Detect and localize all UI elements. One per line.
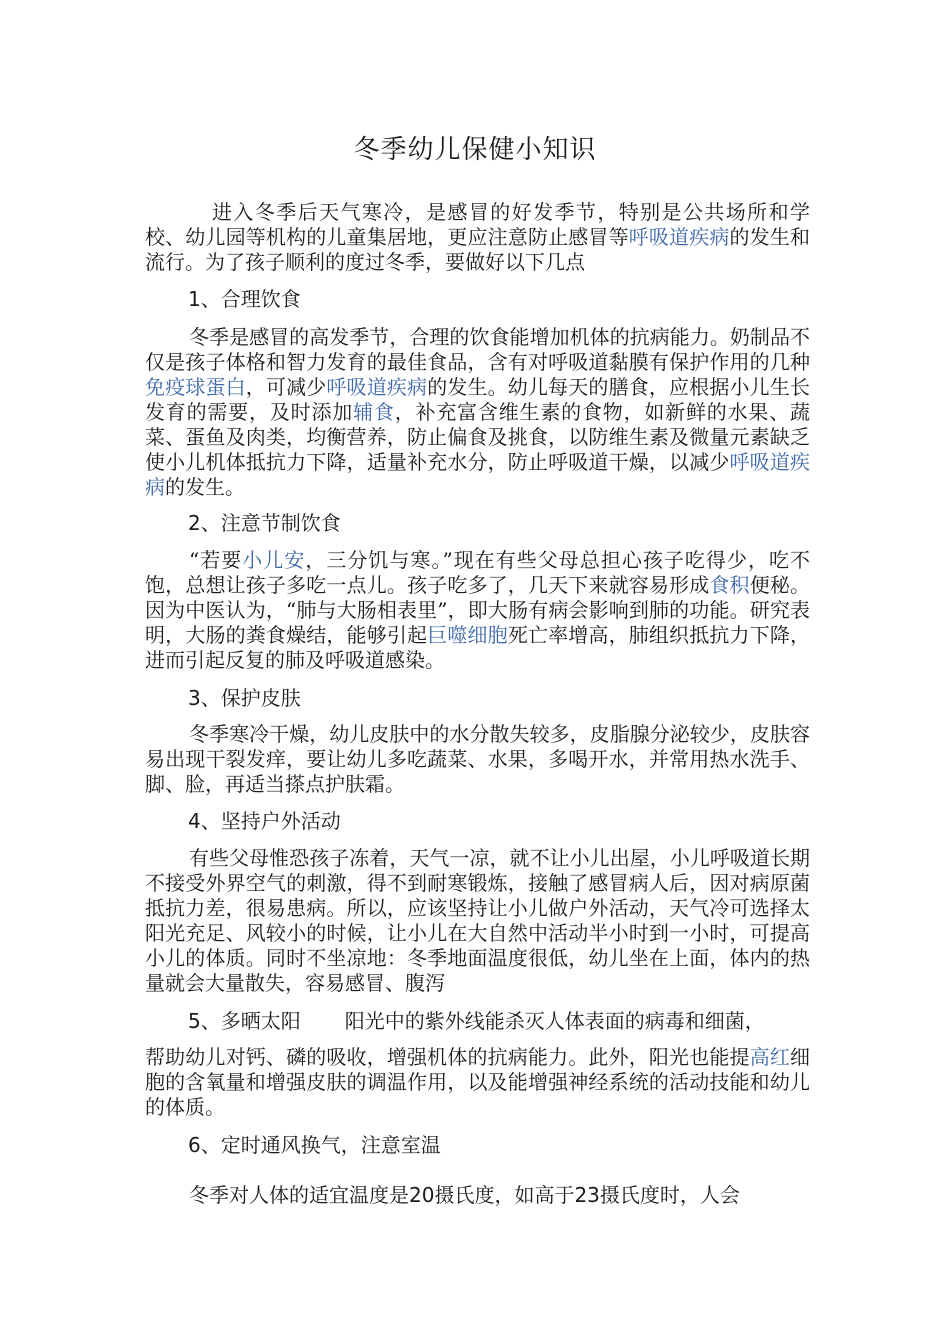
s3-text-1: 冬季寒冷干燥，幼儿皮肤中的水分散失较多，皮脂腺分泌较少，皮肤容易出现干裂发痒，要让幼儿多吃蔬菜、水果，多喝开水，并常用热水洗手、脚、脸，再适当搽点护肤霜。 — [145, 722, 810, 796]
section-5-heading-line — [188, 1009, 828, 1034]
s1-text-4: ，补充富含维生素的食物，如新鲜的水果、蔬菜、蛋鱼及肉类，均衡营养，防止偏食及挑食，以防维生素及微量元素缺乏使小儿机体抵抗力下降，适量补充水分，防止呼吸道干燥，以减少 — [145, 400, 811, 474]
section-3-heading: 3、保护皮肤 — [188, 686, 301, 710]
section-3-paragraph — [145, 722, 810, 797]
section-5-inline-text: 阳光中的紫外线能杀灭人体表面的病毒和细菌， — [344, 1009, 765, 1033]
intro-link-respiratory-disease[interactable]: 呼吸道疾病 — [628, 225, 730, 249]
section-6-heading: 6、定时通风换气，注意室温 — [188, 1133, 441, 1157]
s6-text-1: 冬季对人体的适宜温度是 — [189, 1183, 409, 1207]
s4-text-1: 有些父母惟恐孩子冻着，天气一凉，就不让小儿出屋，小儿呼吸道长期不接受外界空气的刺激，得不到耐寒锻炼，接触了感冒病人后，因对病原菌抵抗力差，很易患病。所以，应该坚持让小儿做户外活动，天气冷可选择太阳光充足、风较小的时候，让小儿在大自然中活动半小时到一小时，可提高小儿的体质。同时不坐凉地：冬季地面温度很低，幼儿坐在上面，体内的热量就会大量散失，容易感冒、腹泻 — [145, 846, 810, 995]
s6-number-20: 20 — [409, 1183, 435, 1207]
intro-text-2: 的发生和流行。为了孩子顺利的度过冬季，要做好以下几点 — [145, 225, 810, 274]
s1-text-2: ，可减少 — [245, 375, 327, 399]
section-1-heading: 1、合理饮食 — [188, 287, 301, 311]
document-title: 冬季幼儿保健小知识 — [353, 135, 597, 165]
s1-text-3: 的发生。幼儿每天的膳食，应根据小儿生长发育的需要，及时添加 — [145, 375, 810, 424]
s2-link-food-stagnation[interactable]: 食积 — [709, 573, 750, 597]
s1-link-supplementary-food[interactable]: 辅食 — [353, 400, 395, 424]
section-4-heading: 4、坚持户外活动 — [188, 809, 341, 833]
s1-text-5: 的发生。 — [165, 475, 245, 499]
section-1-paragraph — [145, 325, 810, 500]
s6-number-23: 23 — [574, 1183, 600, 1207]
s6-text-3: 摄氏度时，人会 — [599, 1183, 740, 1207]
s6-text-2: 摄氏度，如高于 — [434, 1183, 575, 1207]
s2-text-3: 便秘。因为中医认为，“肺与大肠相表里”，即大肠有病会影响到肺的功能。研究表明，大肠的粪食燥结，能够引起 — [145, 573, 810, 647]
s1-text-1: 冬季是感冒的高发季节，合理的饮食能增加机体的抗病能力。奶制品不仅是孩子体格和智力发育的最佳食品，含有对呼吸道黏膜有保护作用的几种 — [145, 325, 810, 374]
s2-link-macrophage[interactable]: 巨噬细胞 — [427, 623, 508, 647]
s2-text-2: ，三分饥与寒。”现在有些父母总担心孩子吃得少，吃不饱，总想让孩子多吃一点儿。孩子吃多了，几天下来就容易形成 — [145, 548, 810, 597]
s2-text-1: “若要 — [189, 548, 243, 572]
s1-link-respiratory-disease[interactable]: 呼吸道疾病 — [326, 375, 428, 399]
s5-link-red-blood[interactable]: 高红 — [749, 1045, 790, 1069]
intro-paragraph — [145, 200, 810, 275]
section-2-paragraph — [145, 548, 810, 673]
section-5-paragraph — [145, 1045, 810, 1120]
intro-text-1: 进入冬季后天气寒冷，是感冒的好发季节，特别是公共场所和学校、幼儿园等机构的儿童集居地，更应注意防止感冒等 — [145, 200, 810, 249]
section-6-paragraph — [145, 1183, 810, 1208]
section-5-heading: 5、多晒太阳 — [188, 1009, 301, 1033]
s5-text-2: 细胞的含氧量和增强皮肤的调温作用，以及能增强神经系统的活动技能和幼儿的体质。 — [145, 1045, 810, 1119]
s1-link-respiratory-disease-2[interactable]: 呼吸道疾病 — [145, 450, 810, 499]
s5-text-1: 帮助幼儿对钙、磷的吸收，增强机体的抗病能力。此外，阳光也能提 — [145, 1045, 750, 1069]
section-2-heading: 2、注意节制饮食 — [188, 511, 341, 535]
s2-link-child-safe[interactable]: 小儿安 — [242, 548, 306, 572]
section-4-paragraph — [145, 846, 810, 996]
s1-link-immunoglobulin[interactable]: 免疫球蛋白 — [145, 375, 246, 399]
s2-text-4: 死亡率增高，肺组织抵抗力下降，进而引起反复的肺及呼吸道感染。 — [145, 623, 810, 672]
